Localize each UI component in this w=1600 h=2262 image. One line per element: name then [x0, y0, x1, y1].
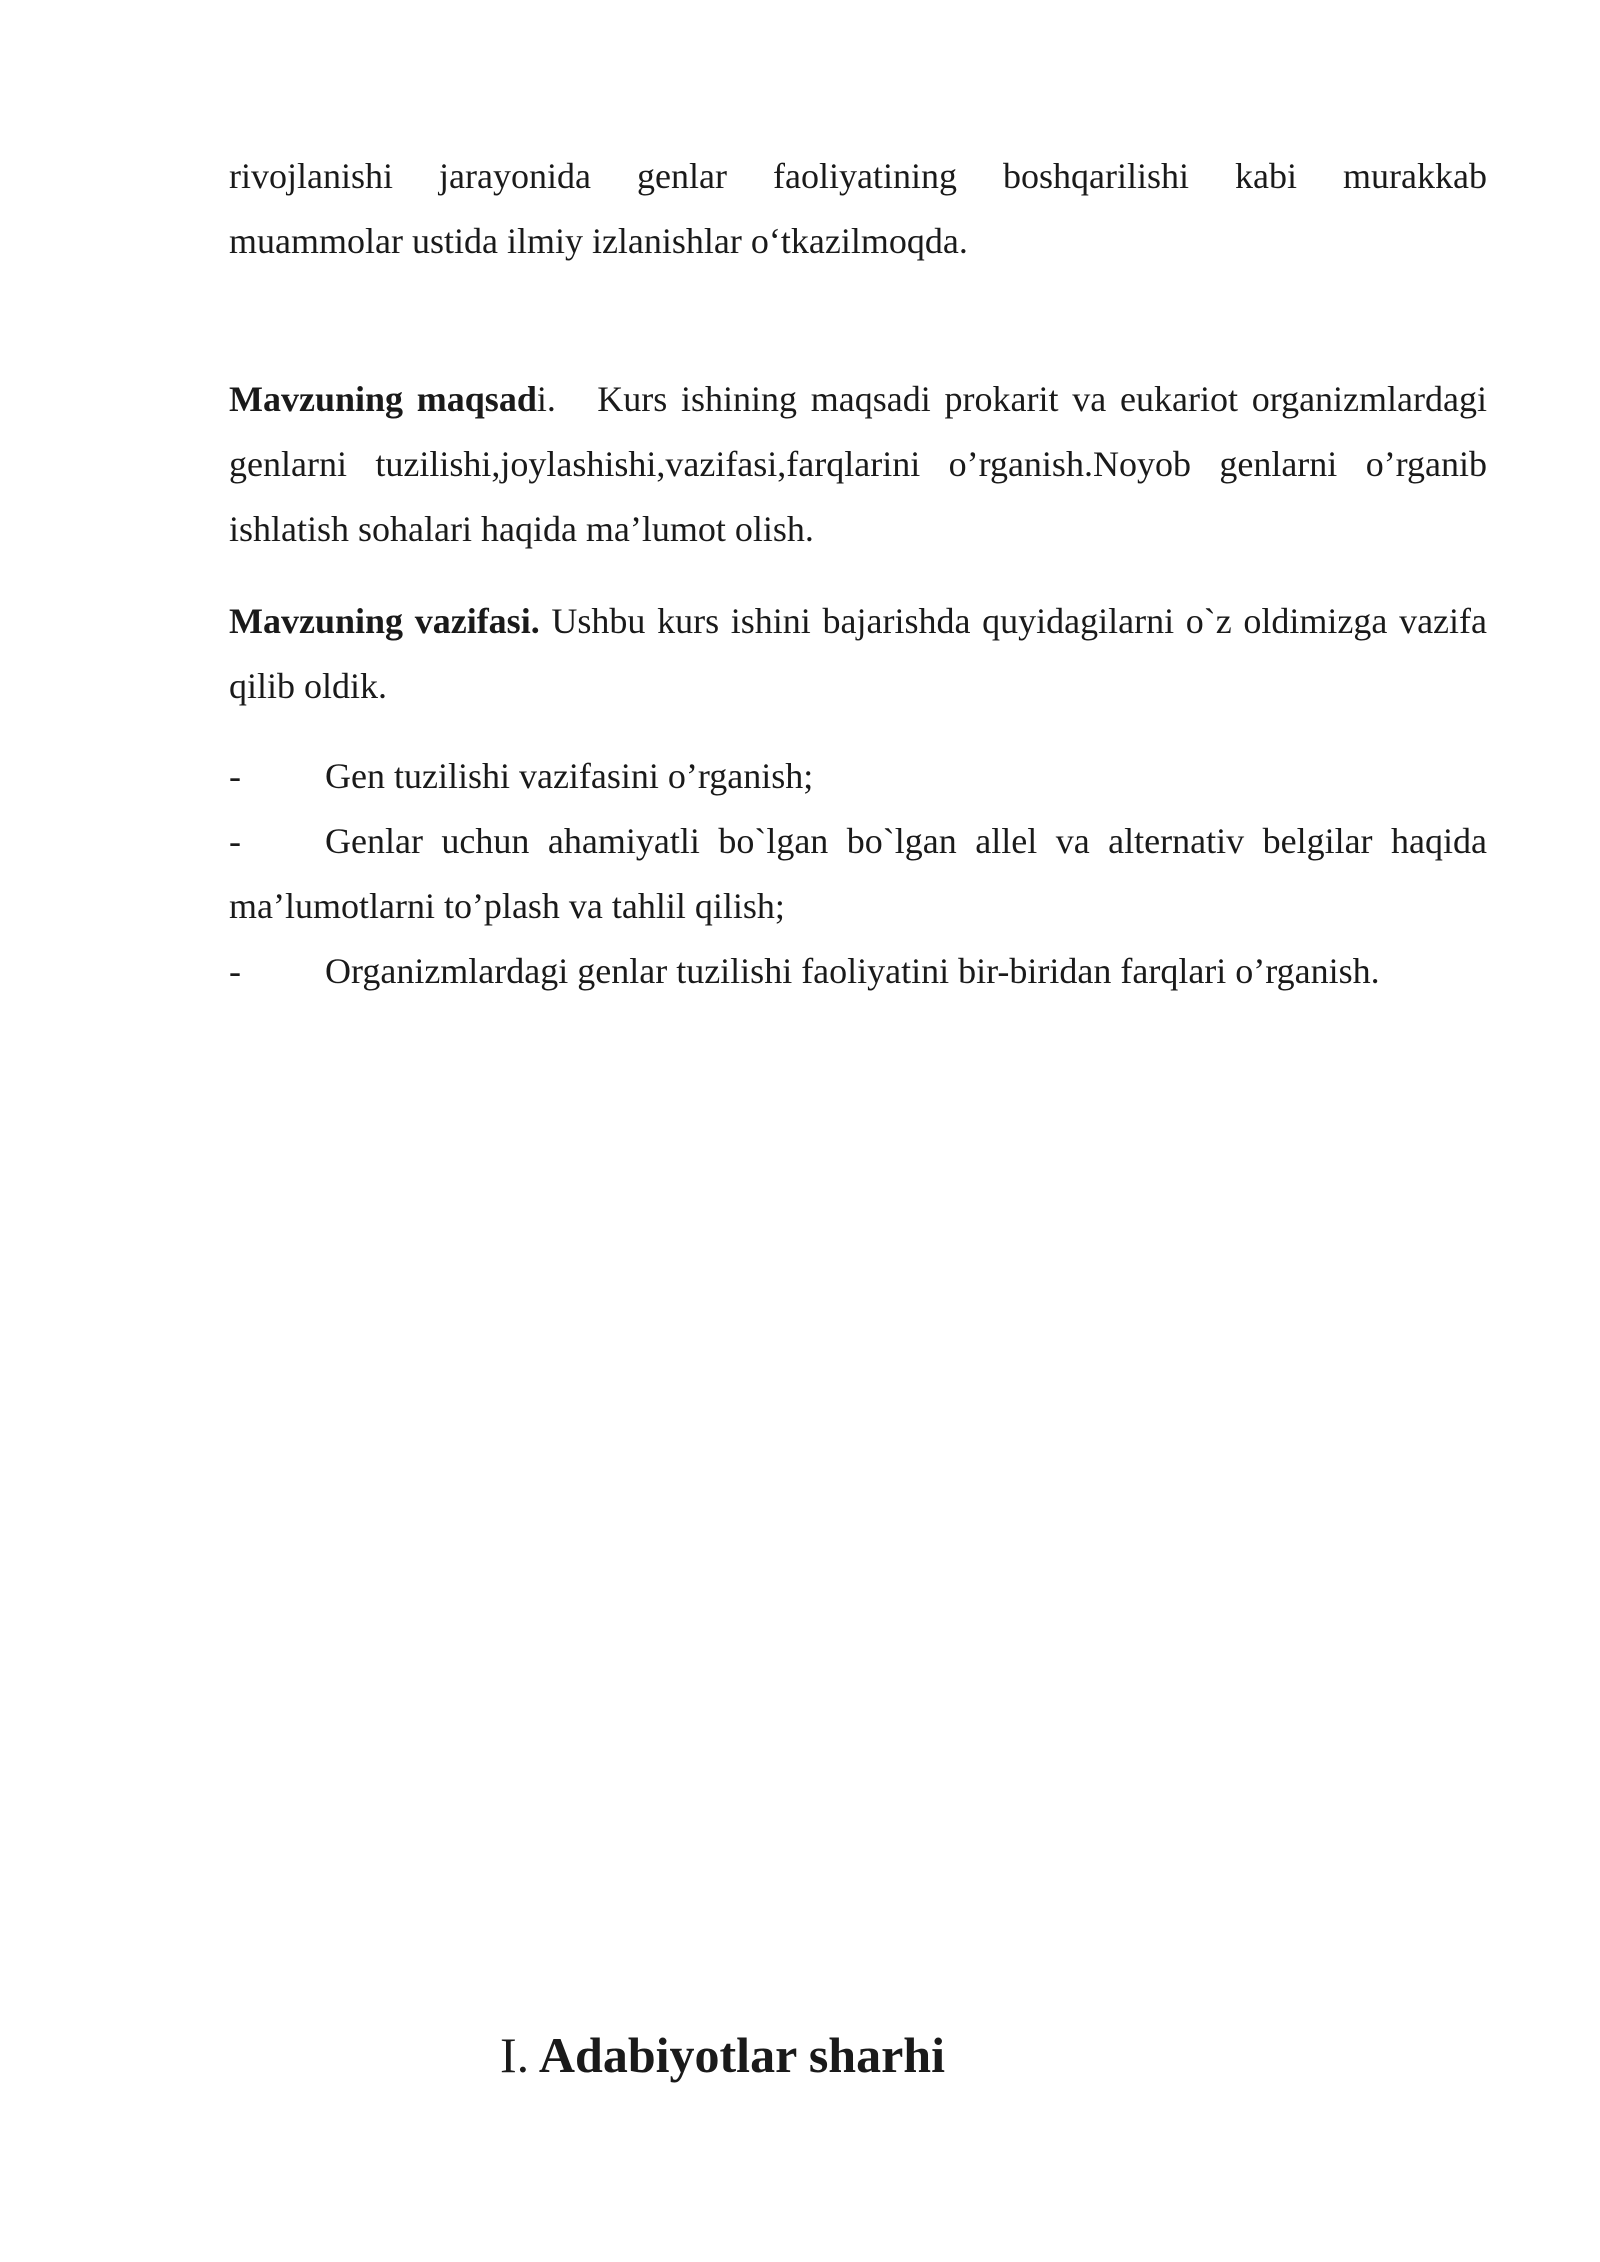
list-item-2-line-2: ma’lumotlarni to’plash va tahlil qilish;: [229, 886, 785, 926]
list-item-3: [229, 939, 1487, 1004]
goal-text: Kurs ishining maqsadi prokarit va eukariot organizmlardagi genlarni tuzilishi,joylashishi,vazifasi,farqlarini o’rganish.Noyob genlarni o’rganib ishlatish sohalari haqida ma’lumot olish.: [229, 379, 1487, 549]
task-text: Ushbu kurs ishini bajarishda quyidagilarni o`z oldimizga vazifa qilib oldik.: [229, 601, 1488, 706]
intro-line-1: rivojlanishi jarayonida genlar faoliyatining boshqarilishi kabi murakkab: [229, 156, 1487, 196]
goal-label-tail: i.: [536, 379, 556, 419]
list-item-text: Gen tuzilishi vazifasini o’rganish;: [325, 756, 814, 796]
list-item-2: [229, 809, 1487, 939]
intro-paragraph: [229, 144, 1487, 274]
list-item-text: Organizmlardagi genlar tuzilishi faoliyatini bir-biridan farqlari o’rganish.: [325, 951, 1380, 991]
list-dash: -: [229, 821, 241, 861]
section-number: I.: [500, 2027, 530, 2083]
section-title: Adabiyotlar sharhi: [538, 2027, 946, 2083]
list-item-text: Genlar uchun ahamiyatli bo`lgan bo`lgan allel va alternativ belgilar haqida: [325, 821, 1487, 861]
list-dash: -: [229, 951, 241, 991]
list-dash: -: [229, 756, 241, 796]
goal-paragraph: [229, 367, 1487, 562]
goal-label: Mavzuning maqsad: [229, 379, 537, 419]
intro-line-2: muammolar ustida ilmiy izlanishlar o‘tkazilmoqda.: [229, 221, 968, 261]
list-item-1: [229, 744, 1487, 809]
list-item-2-line-1: [229, 809, 1487, 874]
task-paragraph: [229, 589, 1487, 719]
section-heading: [500, 2020, 945, 2090]
task-label: Mavzuning vazifasi.: [229, 601, 540, 641]
